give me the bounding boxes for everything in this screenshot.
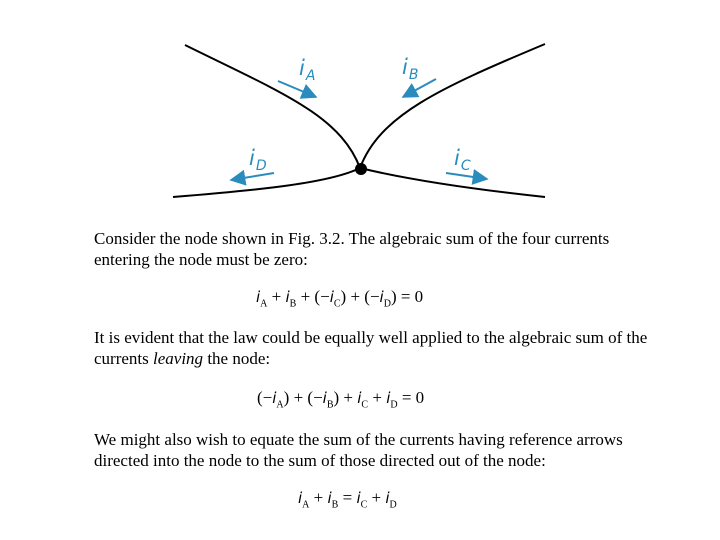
label-iB: $i_B$: [402, 55, 419, 83]
equation-1: $i_A + i_B + (-i_C) + (-i_D) = 0$: [256, 287, 424, 310]
branch-upper-right: [360, 44, 545, 168]
node-dot: [355, 163, 367, 175]
node-diagram: [0, 0, 720, 215]
paragraph-2: It is evident that the law could be equally well applied to the algebraic sum of the currents leaving the node:: [94, 328, 648, 368]
branch-lower-right: [360, 168, 545, 197]
label-iD: $i_D$: [249, 146, 267, 174]
label-iC: $i_C$: [454, 146, 471, 174]
label-iA: $i_A$: [299, 56, 316, 84]
arrow-iD-icon: [231, 173, 274, 180]
branch-upper-left: [185, 45, 360, 168]
paragraph-3: We might also wish to equate the sum of the currents having reference arrows directed into the node to the sum of those directed out of the node:: [94, 430, 623, 470]
equation-3: $i_A + i_B = i_C + i_D$: [298, 488, 397, 511]
paragraph-1: Consider the node shown in Fig. 3.2. The algebraic sum of the four currents entering the node must be zero:: [94, 229, 610, 269]
equation-2: $(-i_A) + (-i_B) + i_C + i_D = 0$: [257, 388, 425, 411]
